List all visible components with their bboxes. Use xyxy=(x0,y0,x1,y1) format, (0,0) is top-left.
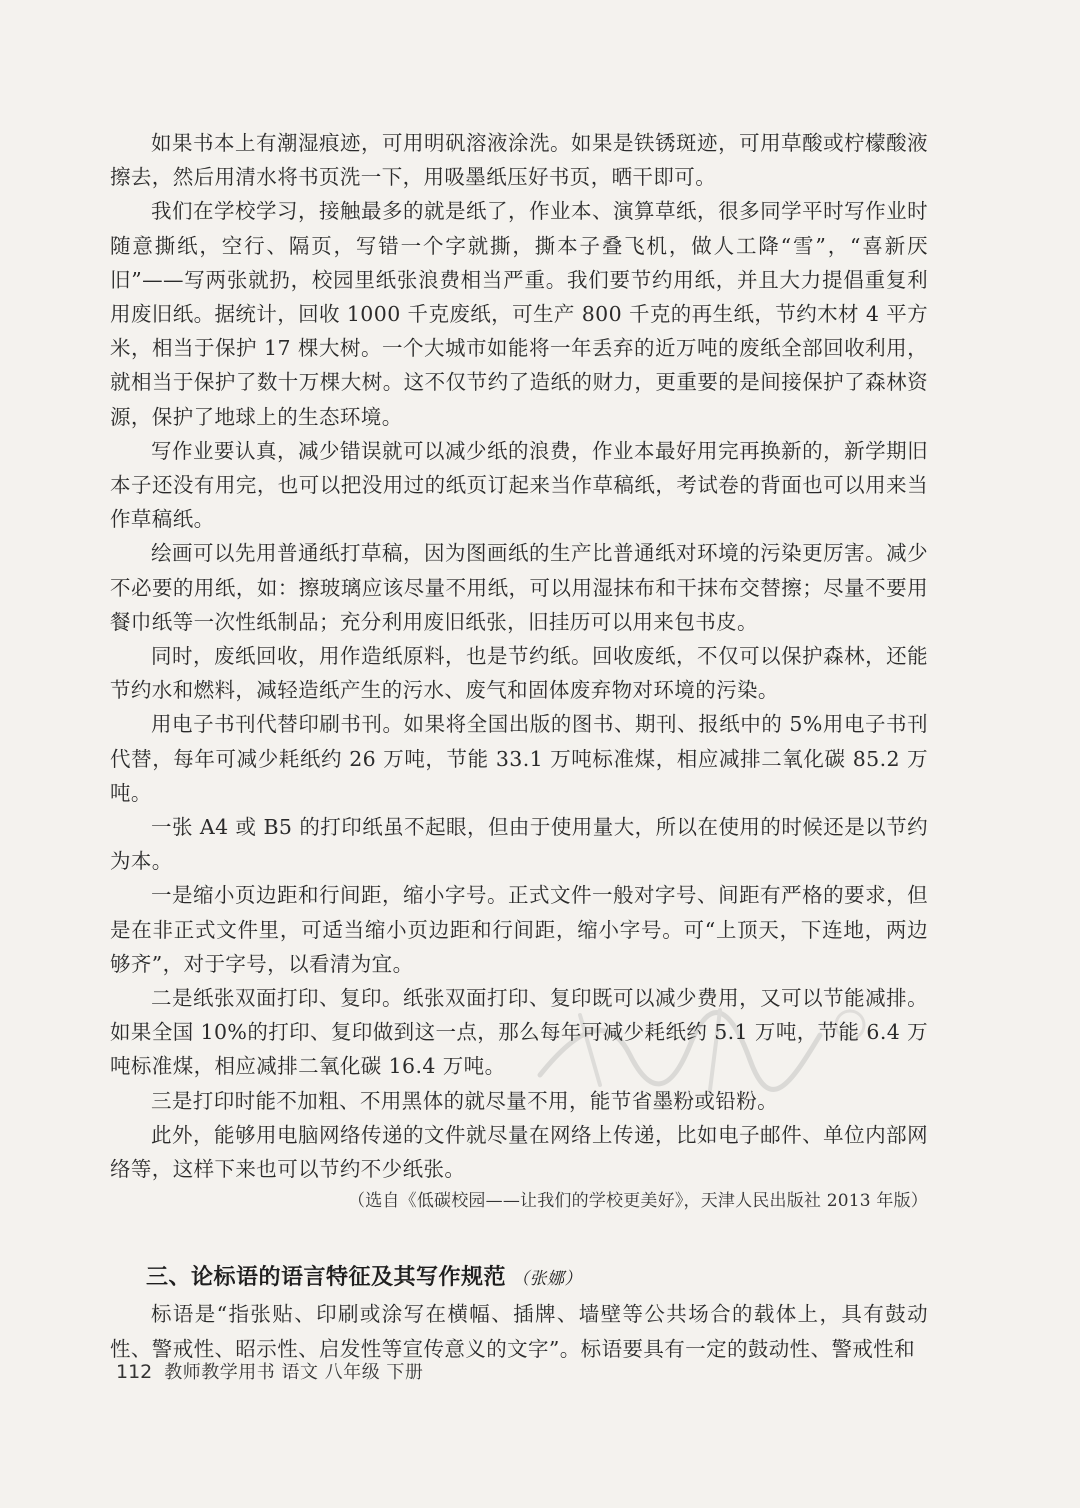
source-citation: （选自《低碳校园——让我们的学校更美好》，天津人民出版社 2013 年版） xyxy=(348,1191,928,1212)
paragraph-bold-text: 三是打印时能不加粗、不用黑体的就尽量不用，能节省墨粉或铅粉。 xyxy=(151,1088,778,1113)
section-heading xyxy=(110,1260,928,1297)
paragraph-ebooks: 用电子书刊代替印刷书刊。如果将全国出版的图书、期刊、报纸中的 5%用电子书刊代替，每年可减少耗纸约 26 万吨，节能 33.1 万吨标准煤，相应减排二氧化碳 85.2 万吨。 xyxy=(110,712,928,805)
paragraph-duplex: 二是纸张双面打印、复印。纸张双面打印、复印既可以减少费用，又可以节能减排。如果全国 10%的打印、复印做到这一点，那么每年可减少耗纸约 5.1 万吨，节能 6.4 万吨标准煤，相应减排二氧化碳 16.4 万吨。 xyxy=(110,986,928,1079)
paragraph-network: 此外，能够用电脑网络传递的文件就尽量在网络上传递，比如电子邮件、单位内部网络等，这样下来也可以节约不少纸张。 xyxy=(110,1122,928,1182)
paragraph-slogan-definition: 标语是“指张贴、印刷或涂写在横幅、插牌、墙壁等公共场合的载体上，具有鼓动性、警戒性、昭示性、启发性等宣传意义的文字”。标语要具有一定的鼓动性、警戒性和 xyxy=(110,1302,928,1361)
section-author: （张娜） xyxy=(512,1269,583,1290)
main-content xyxy=(110,126,928,1366)
paragraph-moisture-stains: 如果书本上有潮湿痕迹，可用明矾溶液涂洗。如果是铁锈斑迹，可用草酸或柠檬酸液擦去，然后用清水将书页洗一下，用吸墨纸压好书页，晒干即可。 xyxy=(110,131,928,190)
paragraph-paper-waste: 我们在学校学习，接触最多的就是纸了，作业本、演算草纸，很多同学平时写作业时随意撕纸，空行、隔页，写错一个字就撕，撕本子叠飞机，做人工降“雪”，“喜新厌旧”——写两张就扔，校园里纸张浪费相当严重。我们要节约用纸，并且大力提倡重复利用废旧纸。据统计，回收 1000 千克废纸，可生产 800 千克的再生纸，节约木材 4 平方米，相当于保护 17 棵大树。一个大城市如能将一年丢弃的近万吨的废纸全部回收利用，就相当于保护了数十万棵大树。这不仅节约了造纸的财力，更重要的是间接保护了森林资源，保护了地球上的生态环境。 xyxy=(110,199,928,429)
paragraph-homework: 写作业要认真，减少错误就可以减少纸的浪费，作业本最好用完再换新的，新学期旧本子还没有用完，也可以把没用过的纸页订起来当作草稿纸，考试卷的背面也可以用来当作草稿纸。 xyxy=(110,438,928,532)
paragraph-print-paper: 一张 A4 或 B5 的打印纸虽不起眼，但由于使用量大，所以在使用的时候还是以节约为本。 xyxy=(110,815,928,874)
page-footer xyxy=(116,1358,423,1387)
paragraph-drawing: 绘画可以先用普通纸打草稿，因为图画纸的生产比普通纸对环境的污染更厉害。减少不必要的用纸，如：擦玻璃应该尽量不用纸，可以用湿抹布和干抹布交替擦；尽量不要用餐巾纸等一次性纸制品；充分利用废旧纸张，旧挂历可以用来包书皮。 xyxy=(110,541,928,634)
paragraph-margins: 一是缩小页边距和行间距，缩小字号。正式文件一般对字号、间距有严格的要求，但是在非正式文件里，可适当缩小页边距和行间距，缩小字号。可“上顶天，下连地，两边够齐”，对于字号，以看清为宜。 xyxy=(110,883,928,976)
book-title: 教师教学用书 语文 八年级 下册 xyxy=(164,1362,424,1383)
page-number: 112 xyxy=(116,1361,153,1383)
section-heading-title: 三、论标语的语言特征及其写作规范 xyxy=(146,1265,507,1291)
paragraph-recycling: 同时，废纸回收，用作造纸原料，也是节约纸。回收废纸，不仅可以保护森林，还能节约水和燃料，减轻造纸产生的污水、废气和固体废弃物对环境的污染。 xyxy=(110,644,928,703)
